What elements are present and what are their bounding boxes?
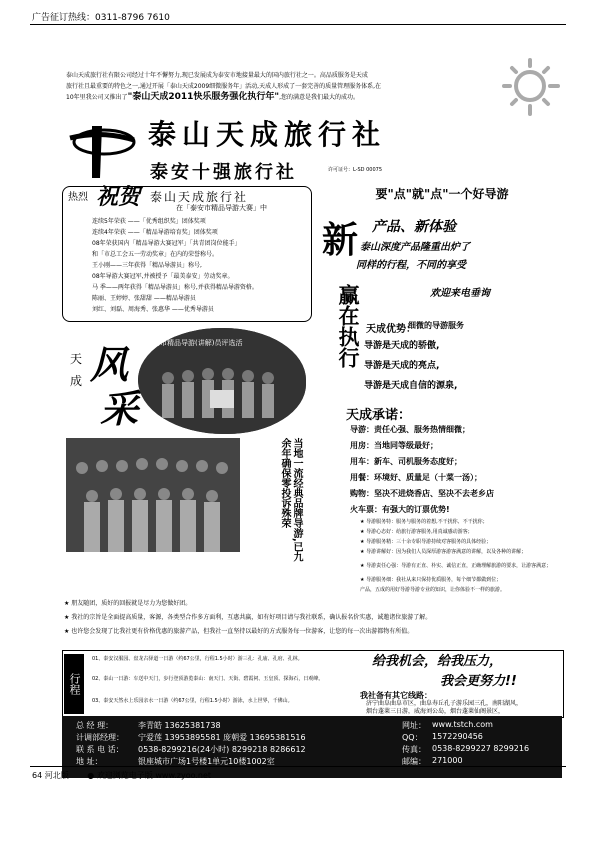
qq-number: 1572290456	[432, 732, 483, 741]
photo-caption: 泰安市精品导游(讲解)员评选活	[146, 339, 243, 347]
service-item: ★ 导游服务精：三十余专职导游持续对客服务的具体经验；	[360, 539, 492, 545]
zip-code: 271000	[432, 756, 463, 765]
list-item: 08年荣获国内「精品导游大赛冠军」「共青团岗位能手」	[92, 240, 241, 247]
itinerary-item: 02、泰山一日游：车送中天门，步行登顶游览泰山：南天门、天街、碧霞祠、玉皇顶、探海石，日观峰。	[92, 676, 324, 682]
service-item: 产品，五成的用好导游导游专业的知识，让你体验不一样的旅游。	[360, 587, 506, 593]
advantages-title: 天成优势：	[366, 324, 416, 335]
intro-line-1: 泰山天成旅行社有限公司经过十年不懈努力,现已发展成为泰安市地接量最大的国内旅行社之一。高品质服务是天成	[66, 72, 368, 79]
promise-item: 用餐：环境好、质量足（十菜一汤）；	[350, 473, 482, 482]
campaign-name: "泰山天成2011快乐服务强化执行年"	[127, 92, 280, 102]
service-item: ★ 导游责任心强：导游有正直、朴实、诚信正直，正确理解旅游的要求，让游客满意；	[360, 563, 552, 569]
itinerary-item: 03、泰安天然水上乐园亲水一日游（约67公里，行程1.5小时）游泳，水上世界，千佛山。	[92, 698, 293, 704]
advantage-item: 导游是天成的骄傲,	[364, 341, 440, 351]
congrats-list	[92, 216, 258, 315]
address: 银座城市广场1号楼1单元10楼1002室	[138, 757, 275, 766]
new-product-heading: 产品、新体验	[372, 219, 456, 235]
list-item: 刘红、刘磊、周海秀、张惠华 ——优秀导游员	[92, 306, 214, 313]
congrats-title: 泰山天成旅行社	[150, 190, 249, 204]
new-product-line-1: 泰山深度产品隆重出炉了	[360, 242, 470, 253]
note-item: ★ 我社的宗旨是全面提高质量，客源，各类型合作多方面利，互惠共赢，如有好项目请与我社联系，确认报名价实惠，诚邀诸位旅游了解。	[64, 614, 432, 621]
intro-line-3: 10年里我公司又推出了"泰山天成2011快乐服务强化执行年",您的满意是我们最大的成功。	[66, 92, 359, 102]
team-photo	[66, 438, 240, 552]
congrats-hot-label: 热烈	[68, 192, 88, 203]
address-label: 地 址：	[76, 757, 103, 766]
promise-item: 用车：新车、司机服务态度好；	[350, 457, 462, 466]
list-item: 陈丽、王婷婷、张甜甜 ——精品导游员	[92, 295, 196, 302]
new-product-line-2: 同样的行程，不同的享受	[356, 260, 466, 271]
page-footer	[32, 770, 211, 781]
note-item: ★ 也许您会发现了比我社更有价格优惠的旅游产品，但我社一直坚持以最好的方式服务每一位游客，让您的每一次出游都物有所值。	[64, 628, 414, 635]
list-item: 王小刚——三年获得「精品导游员」称号,	[92, 262, 202, 269]
itinerary-item: 01、泰安汉服园、盘龙古驿道一日游（约67公里，行程1.5小时）游三孔：孔庙、孔府、孔林。	[92, 656, 303, 662]
bottom-divider	[30, 766, 566, 767]
page-number: 64 河北版	[32, 771, 69, 780]
manager-contact: 宁爱莲 13953895581 庞朝爱 13695381516	[138, 733, 306, 742]
branch-route: 济宁曲阜曲阜市区，曲阜寿丘孔子游乐园三孔，南阳湖风，	[366, 700, 523, 707]
list-item: 和「市总工会五一劳动奖章」在内的荣誉称号。	[92, 251, 219, 258]
promise-item: 购物：坚决不进烧香店、坚决不去老乡店	[350, 489, 494, 498]
feng-cai-cheng: 成	[70, 374, 83, 388]
promise-item: 导游：责任心强、服务热情细微；	[350, 425, 470, 434]
service-item: ★ 导游讲解好：因为我们人员深厚游客游客满意的讲解，以及各种的讲解；	[360, 549, 527, 555]
gm-contact: 李青皓 13625381738	[138, 721, 221, 730]
company-logo-icon	[62, 120, 140, 182]
website-label: 网址：	[402, 721, 426, 730]
list-item: 连续5年荣获 ——「优秀组织奖」团体奖项	[92, 218, 206, 225]
promise-item: 用房：当地同等级最好；	[350, 441, 438, 450]
xin-big-char: 新	[322, 219, 359, 261]
give-chance-line-2: 我会更努力!!	[440, 674, 517, 689]
company-title: 泰山天成旅行社	[148, 118, 387, 151]
company-subtitle: 泰安十强旅行社	[150, 162, 297, 183]
top-divider	[30, 24, 566, 25]
contact-footer	[62, 716, 562, 778]
feng-cai-tian: 天	[70, 352, 83, 366]
website-link[interactable]: www.tstch.com	[432, 720, 493, 729]
itinerary-label: 行程	[64, 654, 84, 714]
vertical-tagline: 当地一流经典品牌导游,已九余年确保零投诉殊荣	[279, 438, 302, 562]
give-chance-line-1: 给我机会，给我压力，	[372, 654, 503, 669]
congrats-zhu-label: 祝贺	[96, 184, 141, 210]
gm-label: 总 经 理：	[76, 721, 114, 730]
feng-cai-feng: 风	[90, 342, 129, 387]
intro-paragraph	[66, 70, 496, 103]
phone-label: 联 系 电 话：	[76, 745, 124, 754]
manager-label: 计调部经理：	[76, 733, 124, 742]
branch-routes-title: 我社备有其它线路：	[360, 691, 432, 700]
advantage-item: 导游是天成的亮点,	[364, 361, 440, 371]
list-item: 马 季——两年获得「精品导游员」称号,并获得精品导游资格。	[92, 284, 258, 291]
promise-item: 火车票：有强大的订票优势!	[350, 505, 450, 514]
phone-number: 0538-8299216(24小时) 8299218 8286612	[138, 745, 306, 754]
list-item: 08年导游大赛冠军,并被授予「最美泰安」劳动奖章。	[92, 273, 234, 280]
list-item: 连续4年荣获 ——「精品导游培育奖」团体奖项	[92, 229, 218, 236]
win-in-execution: 赢在执行	[336, 284, 361, 368]
service-item: ★ 导游服务细：我社从来只保持优质服务，每个细节都做到位；	[360, 577, 502, 583]
fax-number: 0538-8299227 8299216	[432, 744, 530, 753]
guide-slogan: 要"点"就"点"一个好导游	[375, 187, 509, 201]
globe-icon: ●	[87, 771, 95, 780]
service-item: ★ 导游心态好：给旅行游客服务,用真诚感动游客；	[360, 529, 473, 535]
site-link[interactable]: 欢迎浏览电子版 www.zyoo.net	[96, 771, 212, 780]
branch-route: 烟台蓬莱三日游，威海刘公岛，烟台蓬莱仙阁景区，	[366, 708, 505, 715]
zip-label: 邮编：	[402, 757, 426, 766]
sun-decoration-icon	[490, 56, 560, 126]
fax-label: 传真：	[402, 745, 426, 754]
ad-hotline: 广告征订热线：0311-8796 7610	[32, 13, 170, 23]
note-item: ★ 朋友随团，质好的回报就是尽力为您做好团。	[64, 600, 192, 607]
advantage-item: 细微的导游服务	[408, 321, 464, 330]
team-group-photo-image	[66, 438, 240, 552]
license-number: 许可证号：L-SD 00075	[328, 167, 383, 173]
intro-line-2: 旅行社且最重要的特色之一,通过开展「泰山天成2009细微服务年」活动,天成人形成了一套完善的质量管理服务体系,在	[66, 83, 381, 90]
qq-label: QQ：	[402, 733, 423, 742]
service-item: ★ 导游服务特：服务与服务的着想,不干扰你、不干扰你；	[360, 519, 488, 525]
congrats-subtitle: 在「泰安市精品导游大赛」中	[176, 204, 267, 212]
feng-cai-cai: 采	[100, 386, 139, 431]
welcome-inquiry: 欢迎来电垂询	[430, 288, 490, 299]
promises-title: 天成承诺：	[346, 408, 412, 423]
advantage-item: 导游是天成自信的源泉,	[364, 381, 458, 391]
